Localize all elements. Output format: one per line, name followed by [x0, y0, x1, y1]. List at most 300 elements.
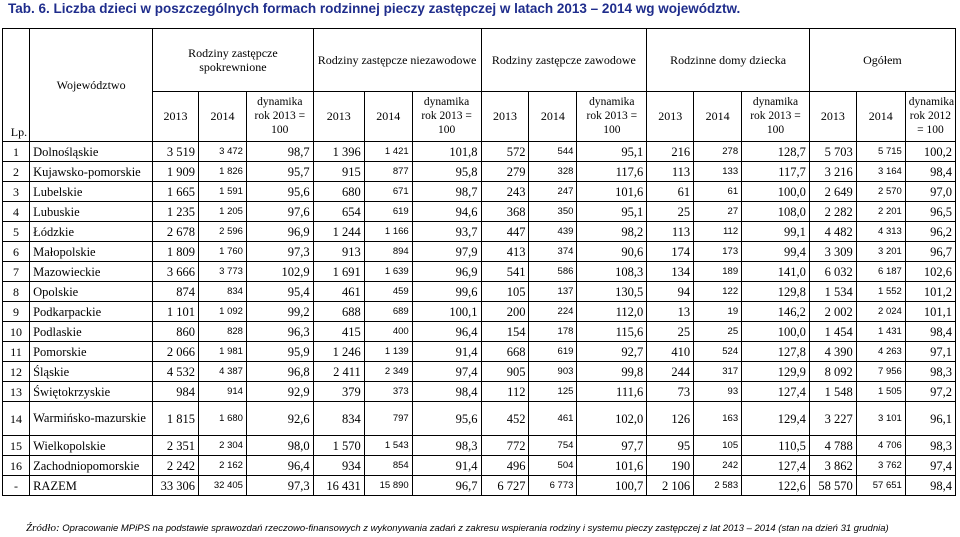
row-value: 105 — [481, 282, 529, 302]
row-value: 92,6 — [246, 402, 313, 436]
row-value: 410 — [647, 342, 694, 362]
row-wojewodztwo: Kujawsko-pomorskie — [30, 162, 153, 182]
row-value: 98,4 — [905, 162, 955, 182]
row-value: 117,7 — [742, 162, 810, 182]
row-value: 100,0 — [742, 182, 810, 202]
row-value: 1 534 — [809, 282, 856, 302]
row-value: 4 788 — [809, 436, 856, 456]
row-value: 113 — [647, 222, 694, 242]
row-value: 2 304 — [198, 436, 246, 456]
row-value: 3 164 — [856, 162, 905, 182]
row-value: 1 246 — [313, 342, 364, 362]
header-year-2014: 2014 — [529, 91, 577, 141]
row-wojewodztwo: Pomorskie — [30, 342, 153, 362]
row-value: 1 505 — [856, 382, 905, 402]
row-value: 671 — [364, 182, 412, 202]
row-value: 915 — [313, 162, 364, 182]
row-value: 134 — [647, 262, 694, 282]
row-value: 2 583 — [694, 476, 742, 496]
row-value: 2 351 — [153, 436, 199, 456]
row-value: 1 543 — [364, 436, 412, 456]
row-value: 524 — [694, 342, 742, 362]
header-group-ogolem: Ogółem — [809, 29, 955, 92]
row-value: 96,1 — [905, 402, 955, 436]
row-value: 112,0 — [577, 302, 647, 322]
row-value: 242 — [694, 456, 742, 476]
row-value: 100,1 — [412, 302, 481, 322]
row-value: 96,2 — [905, 222, 955, 242]
row-value: 586 — [529, 262, 577, 282]
row-value: 1 826 — [198, 162, 246, 182]
row-value: 98,3 — [412, 436, 481, 456]
row-value: 95,6 — [246, 182, 313, 202]
row-value: 224 — [529, 302, 577, 322]
row-value: 903 — [529, 362, 577, 382]
row-value: 102,9 — [246, 262, 313, 282]
row-value: 1 166 — [364, 222, 412, 242]
row-value: 5 703 — [809, 142, 856, 162]
row-value: 905 — [481, 362, 529, 382]
row-value: 1 454 — [809, 322, 856, 342]
row-value: 914 — [198, 382, 246, 402]
header-wojewodztwo: Województwo — [30, 29, 153, 142]
row-wojewodztwo: Śląskie — [30, 362, 153, 382]
table-row — [3, 456, 956, 476]
row-value: 247 — [529, 182, 577, 202]
row-value: 7 956 — [856, 362, 905, 382]
source-note — [26, 522, 889, 535]
row-value: 894 — [364, 242, 412, 262]
row-lp: 4 — [3, 202, 30, 222]
row-value: 99,6 — [412, 282, 481, 302]
row-value: 101,1 — [905, 302, 955, 322]
row-value: 680 — [313, 182, 364, 202]
table-body — [3, 142, 956, 496]
row-value: 4 532 — [153, 362, 199, 382]
row-value: 2 242 — [153, 456, 199, 476]
header-group-spokrewnione: Rodziny zastępcze spokrewnione — [153, 29, 314, 92]
table-title: Tab. 6. Liczba dzieci w poszczególnych formach rodzinnej pieczy zastępczej w latach 2013 – 2014 wg województw. — [8, 1, 741, 16]
row-value: 128,7 — [742, 142, 810, 162]
row-value: 541 — [481, 262, 529, 282]
header-year-2013: 2013 — [647, 91, 694, 141]
row-value: 317 — [694, 362, 742, 382]
row-value: 619 — [529, 342, 577, 362]
header-dynamika: dynamika rok 2013 = 100 — [412, 91, 481, 141]
row-value: 379 — [313, 382, 364, 402]
row-value: 97,3 — [246, 242, 313, 262]
row-value: 2 649 — [809, 182, 856, 202]
row-value: 13 — [647, 302, 694, 322]
row-value: 4 706 — [856, 436, 905, 456]
row-value: 154 — [481, 322, 529, 342]
row-value: 278 — [694, 142, 742, 162]
table-row — [3, 222, 956, 242]
row-value: 15 890 — [364, 476, 412, 496]
row-value: 3 773 — [198, 262, 246, 282]
row-value: 25 — [647, 202, 694, 222]
row-value: 96,9 — [246, 222, 313, 242]
row-value: 98,7 — [246, 142, 313, 162]
row-value: 97,2 — [905, 382, 955, 402]
row-value: 97,4 — [905, 456, 955, 476]
row-value: 459 — [364, 282, 412, 302]
row-value: 97,0 — [905, 182, 955, 202]
row-wojewodztwo: Małopolskie — [30, 242, 153, 262]
row-value: 129,4 — [742, 402, 810, 436]
row-value: 99,1 — [742, 222, 810, 242]
row-value: 654 — [313, 202, 364, 222]
source-text: Opracowanie MPiPS na podstawie sprawozdań rzeczowo-finansowych z wykonywania zadań z zakresu wspierania rodziny i systemu pieczy zastępczej z lat 2013 – 2014 (stan na dzień 31 grudnia) — [62, 523, 889, 534]
row-value: 95,1 — [577, 202, 647, 222]
row-value: 1 691 — [313, 262, 364, 282]
row-lp: 5 — [3, 222, 30, 242]
row-value: 127,8 — [742, 342, 810, 362]
table-row — [3, 436, 956, 456]
row-value: 3 519 — [153, 142, 199, 162]
row-lp: 7 — [3, 262, 30, 282]
row-value: 2 024 — [856, 302, 905, 322]
row-wojewodztwo: Lubelskie — [30, 182, 153, 202]
row-value: 25 — [694, 322, 742, 342]
row-lp: 15 — [3, 436, 30, 456]
row-wojewodztwo: Opolskie — [30, 282, 153, 302]
row-value: 2 162 — [198, 456, 246, 476]
row-value: 2 282 — [809, 202, 856, 222]
row-value: 101,6 — [577, 456, 647, 476]
row-value: 934 — [313, 456, 364, 476]
row-value: 102,6 — [905, 262, 955, 282]
row-value: 32 405 — [198, 476, 246, 496]
row-lp: 9 — [3, 302, 30, 322]
header-year-2013: 2013 — [153, 91, 199, 141]
row-value: 1 421 — [364, 142, 412, 162]
row-value: 96,4 — [246, 456, 313, 476]
row-value: 2 002 — [809, 302, 856, 322]
row-value: 99,4 — [742, 242, 810, 262]
row-value: 504 — [529, 456, 577, 476]
row-value: 100,2 — [905, 142, 955, 162]
row-value: 496 — [481, 456, 529, 476]
table-row — [3, 182, 956, 202]
row-value: 92,7 — [577, 342, 647, 362]
row-value: 874 — [153, 282, 199, 302]
row-wojewodztwo: Łódzkie — [30, 222, 153, 242]
row-value: 8 092 — [809, 362, 856, 382]
row-value: 3 309 — [809, 242, 856, 262]
row-value: 860 — [153, 322, 199, 342]
row-value: 400 — [364, 322, 412, 342]
row-value: 98,4 — [905, 476, 955, 496]
row-lp: 12 — [3, 362, 30, 382]
row-value: 1 815 — [153, 402, 199, 436]
row-value: 102,0 — [577, 402, 647, 436]
row-wojewodztwo: Mazowieckie — [30, 262, 153, 282]
header-year-2014: 2014 — [364, 91, 412, 141]
row-value: 98,3 — [905, 436, 955, 456]
header-year-2014: 2014 — [856, 91, 905, 141]
row-value: 1 101 — [153, 302, 199, 322]
row-wojewodztwo: Świętokrzyskie — [30, 382, 153, 402]
row-value: 1 760 — [198, 242, 246, 262]
row-value: 110,5 — [742, 436, 810, 456]
row-wojewodztwo: Lubuskie — [30, 202, 153, 222]
row-value: 97,9 — [412, 242, 481, 262]
row-value: 129,9 — [742, 362, 810, 382]
row-value: 130,5 — [577, 282, 647, 302]
row-value: 3 666 — [153, 262, 199, 282]
row-value: 129,8 — [742, 282, 810, 302]
row-value: 95,6 — [412, 402, 481, 436]
row-value: 163 — [694, 402, 742, 436]
row-value: 3 201 — [856, 242, 905, 262]
row-value: 984 — [153, 382, 199, 402]
row-value: 2 106 — [647, 476, 694, 496]
row-value: 6 187 — [856, 262, 905, 282]
row-value: 95,9 — [246, 342, 313, 362]
row-value: 2 066 — [153, 342, 199, 362]
row-lp: 14 — [3, 402, 30, 436]
row-value: 3 862 — [809, 456, 856, 476]
row-value: 27 — [694, 202, 742, 222]
row-value: 4 313 — [856, 222, 905, 242]
row-value: 25 — [647, 322, 694, 342]
row-value: 6 032 — [809, 262, 856, 282]
row-value: 99,8 — [577, 362, 647, 382]
row-lp: 6 — [3, 242, 30, 262]
table-row — [3, 322, 956, 342]
row-value: 1 552 — [856, 282, 905, 302]
row-value: 5 715 — [856, 142, 905, 162]
row-wojewodztwo: Podkarpackie — [30, 302, 153, 322]
row-value: 122,6 — [742, 476, 810, 496]
row-value: 373 — [364, 382, 412, 402]
row-value: 2 411 — [313, 362, 364, 382]
row-value: 4 263 — [856, 342, 905, 362]
row-value: 1 680 — [198, 402, 246, 436]
row-value: 98,0 — [246, 436, 313, 456]
row-value: 243 — [481, 182, 529, 202]
table-row — [3, 162, 956, 182]
row-value: 1 909 — [153, 162, 199, 182]
row-value: 57 651 — [856, 476, 905, 496]
row-value: 73 — [647, 382, 694, 402]
row-value: 1 809 — [153, 242, 199, 262]
row-value: 3 101 — [856, 402, 905, 436]
row-value: 58 570 — [809, 476, 856, 496]
header-group-niezawodowe: Rodziny zastępcze niezawodowe — [313, 29, 481, 92]
row-value: 913 — [313, 242, 364, 262]
row-value: 97,3 — [246, 476, 313, 496]
row-value: 100,0 — [742, 322, 810, 342]
row-value: 279 — [481, 162, 529, 182]
row-value: 1 665 — [153, 182, 199, 202]
row-lp: 2 — [3, 162, 30, 182]
row-value: 4 482 — [809, 222, 856, 242]
header-year-2013: 2013 — [809, 91, 856, 141]
row-value: 1 092 — [198, 302, 246, 322]
row-value: 797 — [364, 402, 412, 436]
row-value: 1 235 — [153, 202, 199, 222]
row-value: 91,4 — [412, 342, 481, 362]
table-row — [3, 342, 956, 362]
row-value: 689 — [364, 302, 412, 322]
row-lp: 13 — [3, 382, 30, 402]
table-row — [3, 202, 956, 222]
row-value: 133 — [694, 162, 742, 182]
row-value: 146,2 — [742, 302, 810, 322]
row-value: 216 — [647, 142, 694, 162]
row-value: 854 — [364, 456, 412, 476]
row-lp: 10 — [3, 322, 30, 342]
row-value: 96,3 — [246, 322, 313, 342]
row-value: 96,4 — [412, 322, 481, 342]
row-value: 668 — [481, 342, 529, 362]
row-value: 61 — [694, 182, 742, 202]
header-year-2013: 2013 — [313, 91, 364, 141]
row-value: 244 — [647, 362, 694, 382]
row-value: 97,6 — [246, 202, 313, 222]
row-value: 374 — [529, 242, 577, 262]
row-value: 141,0 — [742, 262, 810, 282]
row-value: 1 548 — [809, 382, 856, 402]
row-value: 92,9 — [246, 382, 313, 402]
header-year-2014: 2014 — [694, 91, 742, 141]
row-value: 572 — [481, 142, 529, 162]
header-year-2014: 2014 — [198, 91, 246, 141]
row-value: 3 762 — [856, 456, 905, 476]
row-value: 137 — [529, 282, 577, 302]
row-value: 96,7 — [905, 242, 955, 262]
row-value: 461 — [529, 402, 577, 436]
table-row — [3, 142, 956, 162]
row-value: 413 — [481, 242, 529, 262]
row-value: 91,4 — [412, 456, 481, 476]
row-value: 97,7 — [577, 436, 647, 456]
row-value: 33 306 — [153, 476, 199, 496]
row-value: 98,4 — [412, 382, 481, 402]
row-value: 125 — [529, 382, 577, 402]
row-value: 108,3 — [577, 262, 647, 282]
row-value: 190 — [647, 456, 694, 476]
row-value: 95,7 — [246, 162, 313, 182]
table-row — [3, 362, 956, 382]
row-value: 3 227 — [809, 402, 856, 436]
row-value: 105 — [694, 436, 742, 456]
row-value: 619 — [364, 202, 412, 222]
row-value: 108,0 — [742, 202, 810, 222]
row-value: 98,7 — [412, 182, 481, 202]
row-value: 101,6 — [577, 182, 647, 202]
row-value: 834 — [313, 402, 364, 436]
table-row — [3, 302, 956, 322]
row-value: 173 — [694, 242, 742, 262]
row-lp: 8 — [3, 282, 30, 302]
data-table — [2, 28, 956, 496]
row-value: 6 727 — [481, 476, 529, 496]
row-value: 2 201 — [856, 202, 905, 222]
row-value: 111,6 — [577, 382, 647, 402]
row-value: 95,1 — [577, 142, 647, 162]
row-value: 1 205 — [198, 202, 246, 222]
header-group-rodzinne-domy: Rodzinne domy dziecka — [647, 29, 810, 92]
row-value: 98,4 — [905, 322, 955, 342]
table-row — [3, 282, 956, 302]
row-value: 100,7 — [577, 476, 647, 496]
row-value: 3 216 — [809, 162, 856, 182]
table-row — [3, 262, 956, 282]
row-value: 1 396 — [313, 142, 364, 162]
row-value: 4 387 — [198, 362, 246, 382]
row-value: 174 — [647, 242, 694, 262]
row-value: 98,2 — [577, 222, 647, 242]
row-value: 115,6 — [577, 322, 647, 342]
row-value: 877 — [364, 162, 412, 182]
source-label: Źródło: — [26, 522, 60, 534]
row-value: 452 — [481, 402, 529, 436]
row-value: 3 472 — [198, 142, 246, 162]
row-value: 97,1 — [905, 342, 955, 362]
row-value: 688 — [313, 302, 364, 322]
row-value: 1 244 — [313, 222, 364, 242]
row-lp: 11 — [3, 342, 30, 362]
header-year-2013: 2013 — [481, 91, 529, 141]
row-value: 178 — [529, 322, 577, 342]
row-value: 126 — [647, 402, 694, 436]
table-row — [3, 242, 956, 262]
row-value: 834 — [198, 282, 246, 302]
row-value: 754 — [529, 436, 577, 456]
row-value: 2 596 — [198, 222, 246, 242]
row-value: 4 390 — [809, 342, 856, 362]
row-lp: 16 — [3, 456, 30, 476]
row-value: 95,4 — [246, 282, 313, 302]
header-group-zawodowe: Rodziny zastępcze zawodowe — [481, 29, 647, 92]
row-value: 98,3 — [905, 362, 955, 382]
row-value: 200 — [481, 302, 529, 322]
row-wojewodztwo: RAZEM — [30, 476, 153, 496]
row-value: 96,7 — [412, 476, 481, 496]
row-value: 95,8 — [412, 162, 481, 182]
row-wojewodztwo: Podlaskie — [30, 322, 153, 342]
row-value: 1 981 — [198, 342, 246, 362]
table-row — [3, 402, 956, 436]
row-value: 189 — [694, 262, 742, 282]
row-value: 61 — [647, 182, 694, 202]
row-value: 93 — [694, 382, 742, 402]
header-lp: Lp. — [3, 29, 30, 142]
row-value: 2 570 — [856, 182, 905, 202]
row-value: 96,9 — [412, 262, 481, 282]
row-value: 101,8 — [412, 142, 481, 162]
row-value: 112 — [694, 222, 742, 242]
row-value: 1 139 — [364, 342, 412, 362]
header-dynamika: dynamika rok 2013 = 100 — [246, 91, 313, 141]
row-value: 1 591 — [198, 182, 246, 202]
row-value: 122 — [694, 282, 742, 302]
row-value: 127,4 — [742, 456, 810, 476]
row-value: 1 431 — [856, 322, 905, 342]
row-value: 19 — [694, 302, 742, 322]
row-value: 328 — [529, 162, 577, 182]
row-value: 415 — [313, 322, 364, 342]
row-wojewodztwo: Zachodniopomorskie — [30, 456, 153, 476]
row-wojewodztwo: Wielkopolskie — [30, 436, 153, 456]
row-value: 97,4 — [412, 362, 481, 382]
row-value: 94,6 — [412, 202, 481, 222]
row-value: 112 — [481, 382, 529, 402]
row-lp: 1 — [3, 142, 30, 162]
